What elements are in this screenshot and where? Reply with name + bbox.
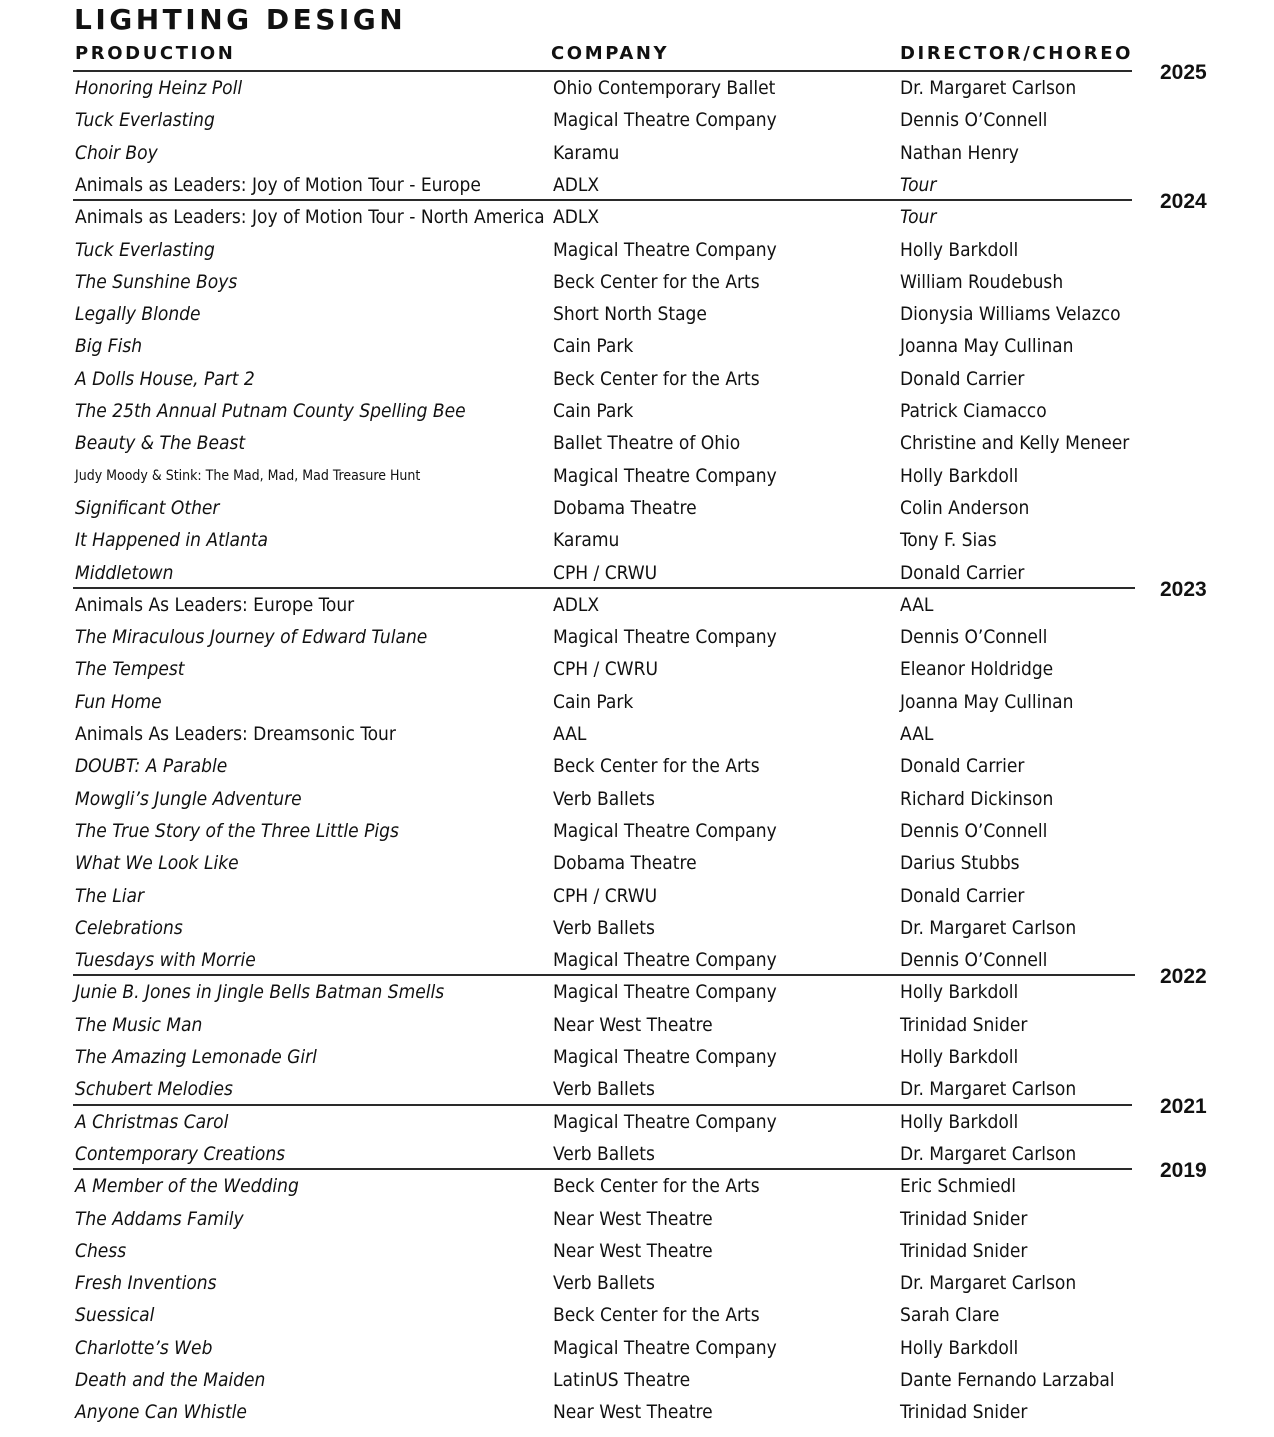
company-name: Beck Center for the Arts <box>553 1175 760 1198</box>
year-divider <box>73 587 1135 589</box>
company-name: Karamu <box>553 529 620 552</box>
production-title: The Addams Family <box>75 1207 244 1230</box>
company-name: Magical Theatre Company <box>553 626 777 649</box>
director-name: Dennis O’Connell <box>900 819 1048 842</box>
director-name: Trinidad Snider <box>900 1207 1028 1230</box>
production-title: Middletown <box>75 561 174 584</box>
production-title: It Happened in Atlanta <box>75 529 268 552</box>
director-name: AAL <box>900 593 934 616</box>
director-name: Holly Barkdoll <box>900 464 1019 487</box>
director-name: Sarah Clare <box>900 1304 1000 1327</box>
company-name: Beck Center for the Arts <box>553 755 760 778</box>
company-name: Short North Stage <box>553 303 707 326</box>
production-title: Big Fish <box>75 335 143 358</box>
year-divider <box>73 1104 1132 1106</box>
director-name: Dionysia Williams Velazco <box>900 303 1121 326</box>
production-title: Chess <box>75 1239 127 1262</box>
year-label: 2024 <box>1160 190 1207 214</box>
director-name: Eleanor Holdridge <box>900 658 1054 681</box>
company-name: ADLX <box>553 173 600 196</box>
company-name: LatinUS Theatre <box>553 1369 691 1391</box>
company-name: Beck Center for the Arts <box>553 367 760 390</box>
director-name: Trinidad Snider <box>900 1013 1028 1036</box>
column-header-director: DIRECTOR/CHOREO <box>900 43 1134 64</box>
director-name: Joanna May Cullinan <box>900 335 1074 358</box>
director-name: Trinidad Snider <box>900 1401 1028 1424</box>
director-name: AAL <box>900 723 934 745</box>
company-name: Near West Theatre <box>553 1401 713 1424</box>
company-name: Cain Park <box>553 400 634 422</box>
production-title: Junie B. Jones in Jingle Bells Batman Smells <box>75 981 445 1004</box>
director-name: Dennis O’Connell <box>900 626 1048 649</box>
company-name: Ballet Theatre of Ohio <box>553 432 741 455</box>
production-title: Death and the Maiden <box>75 1369 266 1391</box>
production-title: Judy Moody & Stink: The Mad, Mad, Mad Treasure Hunt <box>75 467 421 484</box>
production-title: Tuck Everlasting <box>75 238 215 261</box>
production-title: Fresh Inventions <box>75 1272 217 1295</box>
production-title: Charlotte’s Web <box>75 1336 213 1359</box>
production-title: The Music Man <box>75 1013 203 1036</box>
year-divider <box>73 70 1132 72</box>
year-label: 2021 <box>1160 1094 1207 1118</box>
company-name: CPH / CRWU <box>553 884 658 907</box>
director-name: Holly Barkdoll <box>900 238 1019 261</box>
production-title: A Christmas Carol <box>75 1110 229 1133</box>
company-name: Cain Park <box>553 690 634 713</box>
year-label: 2022 <box>1160 965 1207 989</box>
director-name: Dr. Margaret Carlson <box>900 916 1077 939</box>
director-name: Donald Carrier <box>900 884 1025 907</box>
company-name: Verb Ballets <box>553 1142 655 1165</box>
company-name: Cain Park <box>553 335 634 358</box>
company-name: Verb Ballets <box>553 1272 655 1295</box>
company-name: CPH / CWRU <box>553 658 658 681</box>
company-name: ADLX <box>553 206 600 229</box>
director-name: Donald Carrier <box>900 755 1025 778</box>
director-name: Nathan Henry <box>900 141 1019 164</box>
company-name: Karamu <box>553 141 620 164</box>
production-title: Fun Home <box>75 690 162 713</box>
director-name: William Roudebush <box>900 270 1064 293</box>
director-name: Dr. Margaret Carlson <box>900 1272 1077 1295</box>
company-name: CPH / CRWU <box>553 561 658 584</box>
production-title: Tuck Everlasting <box>75 109 215 132</box>
company-name: Magical Theatre Company <box>553 238 777 261</box>
company-name: Dobama Theatre <box>553 496 697 519</box>
company-name: Magical Theatre Company <box>553 1110 777 1133</box>
year-divider <box>73 974 1135 976</box>
company-name: Near West Theatre <box>553 1207 713 1230</box>
director-name: Joanna May Cullinan <box>900 690 1074 713</box>
production-title: Schubert Melodies <box>75 1078 233 1101</box>
director-name: Holly Barkdoll <box>900 1110 1019 1133</box>
year-label: 2025 <box>1160 61 1207 84</box>
production-title: A Dolls House, Part 2 <box>75 367 255 390</box>
director-name: Richard Dickinson <box>900 787 1054 810</box>
column-header-company: COMPANY <box>551 43 670 64</box>
director-name: Dennis O’Connell <box>900 949 1048 972</box>
production-title: The Miraculous Journey of Edward Tulane <box>75 626 428 649</box>
production-title: Contemporary Creations <box>75 1142 286 1165</box>
production-title: Animals As Leaders: Dreamsonic Tour <box>75 723 396 745</box>
production-title: Celebrations <box>75 916 183 939</box>
director-name: Trinidad Snider <box>900 1239 1028 1262</box>
company-name: Dobama Theatre <box>553 852 697 875</box>
director-name: Dr. Margaret Carlson <box>900 77 1077 99</box>
company-name: ADLX <box>553 593 600 616</box>
production-title: The 25th Annual Putnam County Spelling Bee <box>75 400 466 422</box>
year-divider <box>73 1168 1132 1170</box>
company-name: AAL <box>553 723 587 745</box>
production-title: The Amazing Lemonade Girl <box>75 1046 317 1068</box>
director-name: Tour <box>900 173 937 196</box>
production-title: The Liar <box>75 884 144 907</box>
director-name: Dr. Margaret Carlson <box>900 1078 1077 1101</box>
company-name: Beck Center for the Arts <box>553 270 760 293</box>
director-name: Christine and Kelly Meneer <box>900 432 1130 455</box>
production-title: DOUBT: A Parable <box>75 755 228 778</box>
director-name: Colin Anderson <box>900 496 1030 519</box>
company-name: Magical Theatre Company <box>553 464 777 487</box>
director-name: Patrick Ciamacco <box>900 400 1047 422</box>
company-name: Magical Theatre Company <box>553 1336 777 1359</box>
director-name: Eric Schmiedl <box>900 1175 1017 1198</box>
production-title: Anyone Can Whistle <box>75 1401 247 1424</box>
director-name: Darius Stubbs <box>900 852 1020 875</box>
director-name: Tony F. Sias <box>900 529 997 552</box>
director-name: Dr. Margaret Carlson <box>900 1142 1077 1165</box>
company-name: Verb Ballets <box>553 1078 655 1101</box>
director-name: Holly Barkdoll <box>900 1336 1019 1359</box>
company-name: Verb Ballets <box>553 916 655 939</box>
company-name: Near West Theatre <box>553 1013 713 1036</box>
section-title: LIGHTING DESIGN <box>74 3 407 36</box>
production-title: The Sunshine Boys <box>75 270 238 293</box>
year-label: 2019 <box>1160 1159 1207 1183</box>
production-title: Suessical <box>75 1304 155 1327</box>
company-name: Magical Theatre Company <box>553 819 777 842</box>
company-name: Beck Center for the Arts <box>553 1304 760 1327</box>
director-name: Holly Barkdoll <box>900 981 1019 1004</box>
company-name: Near West Theatre <box>553 1239 713 1262</box>
production-title: Animals as Leaders: Joy of Motion Tour - Europe <box>75 173 481 196</box>
company-name: Magical Theatre Company <box>553 981 777 1004</box>
production-title: Animals As Leaders: Europe Tour <box>75 593 355 616</box>
company-name: Magical Theatre Company <box>553 109 777 132</box>
year-label: 2023 <box>1160 577 1207 601</box>
column-header-production: PRODUCTION <box>75 43 236 64</box>
production-title: Honoring Heinz Poll <box>75 77 243 99</box>
production-title: A Member of the Wedding <box>75 1175 299 1198</box>
production-title: Beauty & The Beast <box>75 432 246 455</box>
production-title: The Tempest <box>75 658 185 681</box>
year-divider <box>73 199 1132 201</box>
company-name: Magical Theatre Company <box>553 949 777 972</box>
production-title: The True Story of the Three Little Pigs <box>75 819 399 842</box>
company-name: Verb Ballets <box>553 787 655 810</box>
production-title: Significant Other <box>75 496 220 519</box>
company-name: Ohio Contemporary Ballet <box>553 77 776 99</box>
company-name: Magical Theatre Company <box>553 1046 777 1068</box>
production-title: What We Look Like <box>75 852 239 875</box>
director-name: Dante Fernando Larzabal <box>900 1369 1115 1391</box>
director-name: Holly Barkdoll <box>900 1046 1019 1068</box>
production-title: Choir Boy <box>75 141 158 164</box>
production-title: Tuesdays with Morrie <box>75 949 256 972</box>
director-name: Donald Carrier <box>900 367 1025 390</box>
production-title: Mowgli’s Jungle Adventure <box>75 787 302 810</box>
director-name: Tour <box>900 206 937 229</box>
director-name: Donald Carrier <box>900 561 1025 584</box>
production-title: Animals as Leaders: Joy of Motion Tour - North America <box>75 206 545 229</box>
director-name: Dennis O’Connell <box>900 109 1048 132</box>
production-title: Legally Blonde <box>75 303 201 326</box>
